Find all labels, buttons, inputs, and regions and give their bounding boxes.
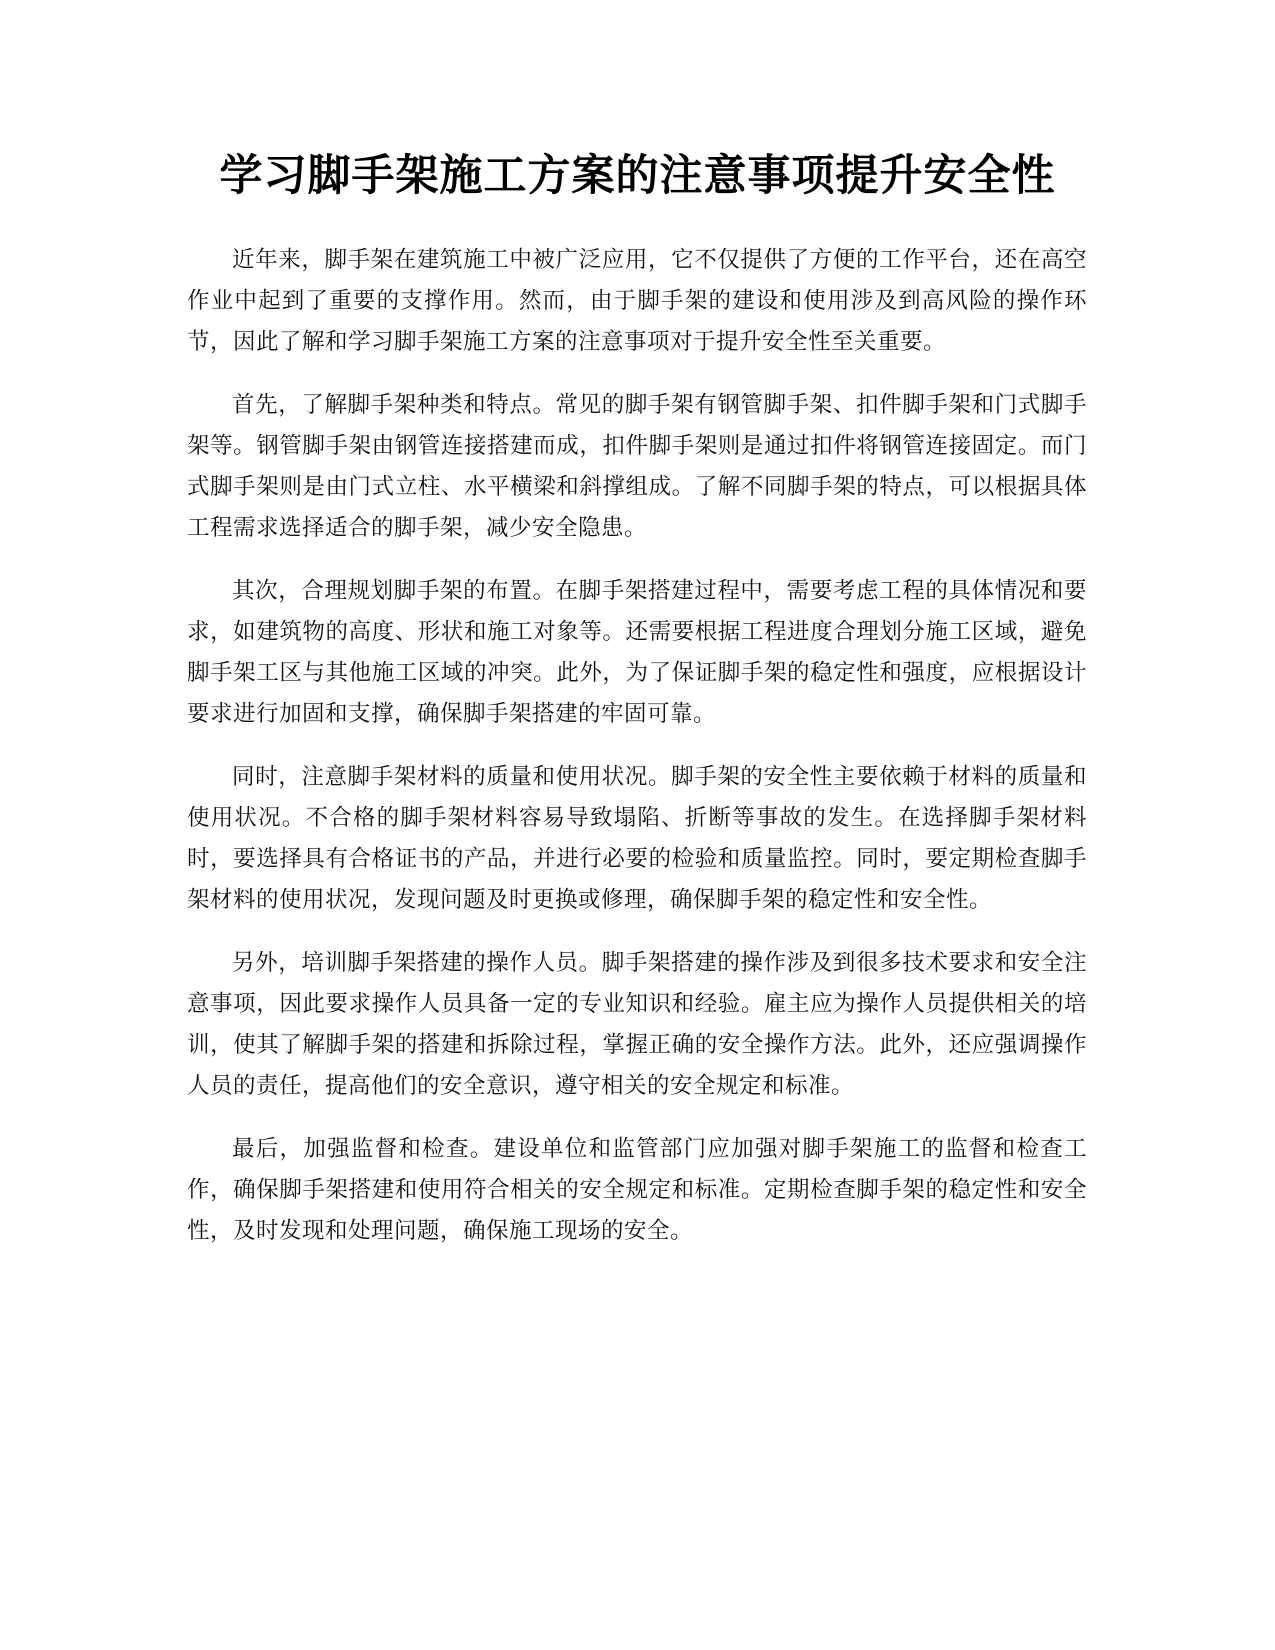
paragraph-training: 另外，培训脚手架搭建的操作人员。脚手架搭建的操作涉及到很多技术要求和安全注意事项，因此要求操作人员具备一定的专业知识和经验。雇主应为操作人员提供相关的培训，使其了解脚手架的搭建和拆除过程，掌握正确的安全操作方法。此外，还应强调操作人员的责任，提高他们的安全意识，遵守相关的安全规定和标准。 <box>187 950 1087 1099</box>
paragraph-types: 首先，了解脚手架种类和特点。常见的脚手架有钢管脚手架、扣件脚手架和门式脚手架等。钢管脚手架由钢管连接搭建而成，扣件脚手架则是通过扣件将钢管连接固定。而门式脚手架则是由门式立柱、水平横梁和斜撑组成。了解不同脚手架的特点，可以根据具体工程需求选择适合的脚手架，减少安全隐患。 <box>187 392 1087 541</box>
paragraph-layout: 其次，合理规划脚手架的布置。在脚手架搭建过程中，需要考虑工程的具体情况和要求，如建筑物的高度、形状和施工对象等。还需要根据工程进度合理划分施工区域，避免脚手架工区与其他施工区域的冲突。此外，为了保证脚手架的稳定性和强度，应根据设计要求进行加固和支撑，确保脚手架搭建的牢固可靠。 <box>187 578 1087 727</box>
document-body <box>187 240 1087 1274</box>
paragraph-intro: 近年来，脚手架在建筑施工中被广泛应用，它不仅提供了方便的工作平台，还在高空作业中起到了重要的支撑作用。然而，由于脚手架的建设和使用涉及到高风险的操作环节，因此了解和学习脚手架施工方案的注意事项对于提升安全性至关重要。 <box>187 247 1087 355</box>
paragraph-supervision: 最后，加强监督和检查。建设单位和监管部门应加强对脚手架施工的监督和检查工作，确保脚手架搭建和使用符合相关的安全规定和标准。定期检查脚手架的稳定性和安全性，及时发现和处理问题，确保施工现场的安全。 <box>187 1136 1087 1244</box>
paragraph-materials: 同时，注意脚手架材料的质量和使用状况。脚手架的安全性主要依赖于材料的质量和使用状况。不合格的脚手架材料容易导致塌陷、折断等事故的发生。在选择脚手架材料时，要选择具有合格证书的产品，并进行必要的检验和质量监控。同时，要定期检查脚手架材料的使用状况，发现问题及时更换或修理，确保脚手架的稳定性和安全性。 <box>187 764 1087 913</box>
document-title: 学习脚手架施工方案的注意事项提升安全性 <box>219 151 1056 201</box>
